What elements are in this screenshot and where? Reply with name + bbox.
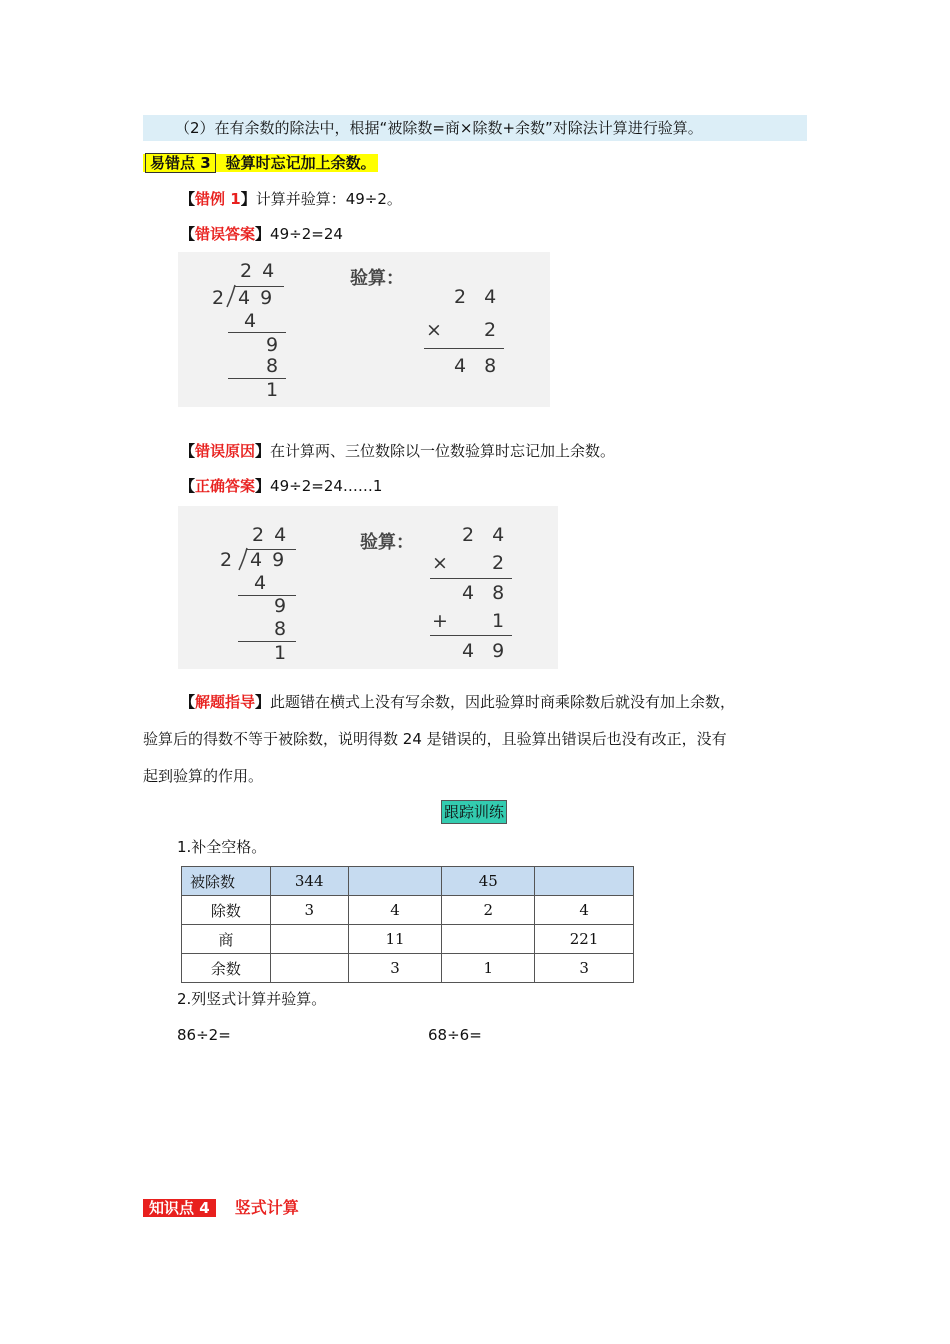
q1-table: [181, 866, 634, 983]
correct-answer-text: 49÷2=24……1: [270, 477, 383, 495]
fc-check-result: 4 9: [462, 640, 511, 662]
fc-check-plus: +: [432, 610, 448, 632]
table-row: [182, 954, 634, 983]
tracking-title: 跟踪训练: [441, 800, 507, 824]
table-cell: 3: [535, 954, 634, 983]
wrong-answer-text: 49÷2=24: [270, 225, 343, 243]
fc-check-product: 4 8: [462, 582, 511, 604]
knowledge-point-heading: [143, 1195, 299, 1219]
fc-step2: 9: [274, 595, 287, 617]
error-point-heading: [143, 152, 378, 174]
error-point-title: 验算时忘记加上余数。: [225, 154, 376, 172]
q1-title: 1.补全空格。: [177, 838, 267, 856]
table-cell: 11: [348, 925, 442, 954]
table-cell: 344: [270, 867, 348, 896]
correct-answer-label: 正确答案: [195, 477, 256, 495]
fw-check-factor: 2: [484, 319, 497, 341]
example-label: 错例 1: [195, 190, 241, 208]
q2-title: 2.列竖式计算并验算。: [177, 990, 327, 1008]
fc-check-top: 2 4: [462, 524, 511, 546]
q2-expr1: 86÷2=: [177, 1026, 231, 1044]
fw-check-result: 4 8: [454, 355, 503, 377]
wrong-reason-line: 【错误原因】在计算两、三位数除以一位数验算时忘记加上余数。: [180, 442, 616, 460]
wrong-reason-text: 在计算两、三位数除以一位数验算时忘记加上余数。: [270, 442, 616, 460]
fc-check-add: 1: [492, 610, 505, 632]
table-cell[interactable]: [270, 954, 348, 983]
table-row: [182, 925, 634, 954]
table-cell[interactable]: [270, 925, 348, 954]
fc-remainder: 1: [274, 642, 287, 664]
fc-check-label: 验算：: [360, 532, 414, 553]
table-cell[interactable]: [442, 925, 535, 954]
fw-step3: 8: [266, 355, 279, 377]
fw-step1: 4: [244, 310, 257, 332]
table-cell: 3: [270, 896, 348, 925]
table-cell: 45: [442, 867, 535, 896]
q2-expr2: 68÷6=: [428, 1026, 482, 1044]
note-text: （2）在有余数的除法中，根据“被除数=商×除数+余数”对除法计算进行验算。: [175, 119, 703, 137]
correct-answer-line: 【正确答案】49÷2=24……1: [180, 477, 383, 495]
knowledge-point-title: 竖式计算: [234, 1198, 299, 1217]
fc-quotient: 2 4: [252, 524, 289, 546]
fw-check-mult: ×: [426, 319, 442, 341]
guidance-line1: 此题错在横式上没有写余数，因此验算时商乘除数后就没有加上余数，: [270, 693, 736, 711]
guidance-label: 解题指导: [195, 693, 256, 711]
table-cell: 4: [348, 896, 442, 925]
table-cell: 1: [442, 954, 535, 983]
fc-divisor: 2: [220, 549, 233, 571]
fc-check-line2: [430, 635, 512, 636]
wrong-answer-label: 错误答案: [195, 225, 256, 243]
example-line: 【错例 1】计算并验算：49÷2。: [180, 190, 402, 208]
guidance-line3: 起到验算的作用。: [143, 767, 264, 785]
fc-bracket: [238, 547, 250, 571]
fc-step3: 8: [274, 618, 287, 640]
fc-line2: [238, 641, 296, 642]
fw-dividend: 4 9: [238, 287, 275, 309]
wrong-answer-line: 【错误答案】49÷2=24: [180, 225, 343, 243]
fw-check-top: 2 4: [454, 286, 503, 308]
fw-bracket: [226, 284, 238, 308]
fw-check-label: 验算：: [350, 268, 404, 289]
fc-dividend: 4 9: [250, 549, 287, 571]
wrong-reason-label: 错误原因: [195, 442, 256, 460]
guidance-block: 【解题指导】此题错在横式上没有写余数，因此验算时商乘除数后就没有加上余数， 验算后的得数不等于被除数，说明得数 24 是错误的，且验算出错误后也没有改正，没有 起到验算的作用。: [143, 684, 807, 795]
row-label: 被除数: [182, 867, 271, 896]
table-row: [182, 867, 634, 896]
row-label: 余数: [182, 954, 271, 983]
fc-check-line1: [430, 578, 512, 579]
row-label: 除数: [182, 896, 271, 925]
fc-line1: [238, 595, 296, 596]
fc-check-mult: ×: [432, 552, 448, 574]
note-band: [143, 115, 807, 141]
fw-check-line: [424, 348, 504, 349]
table-cell: 221: [535, 925, 634, 954]
table-row: [182, 896, 634, 925]
fw-step2: 9: [266, 334, 279, 356]
figure-wrong: [178, 252, 550, 407]
table-cell[interactable]: [348, 867, 442, 896]
figure-correct: [178, 506, 558, 669]
fc-check-factor: 2: [492, 552, 505, 574]
table-cell: 4: [535, 896, 634, 925]
fw-quotient: 2 4: [240, 260, 277, 282]
fw-divisor: 2: [212, 287, 225, 309]
knowledge-point-tag: 知识点 4: [143, 1199, 216, 1217]
fc-step1: 4: [254, 572, 267, 594]
table-cell: 3: [348, 954, 442, 983]
row-label: 商: [182, 925, 271, 954]
fw-line1: [228, 332, 286, 333]
fw-remainder: 1: [266, 379, 279, 401]
guidance-line2: 验算后的得数不等于被除数，说明得数 24 是错误的，且验算出错误后也没有改正，没有: [143, 730, 727, 748]
table-cell: 2: [442, 896, 535, 925]
table-cell[interactable]: [535, 867, 634, 896]
example-text: 计算并验算：49÷2。: [255, 190, 402, 208]
error-point-tag: 易错点 3 验算时忘记加上余数。: [143, 154, 378, 172]
